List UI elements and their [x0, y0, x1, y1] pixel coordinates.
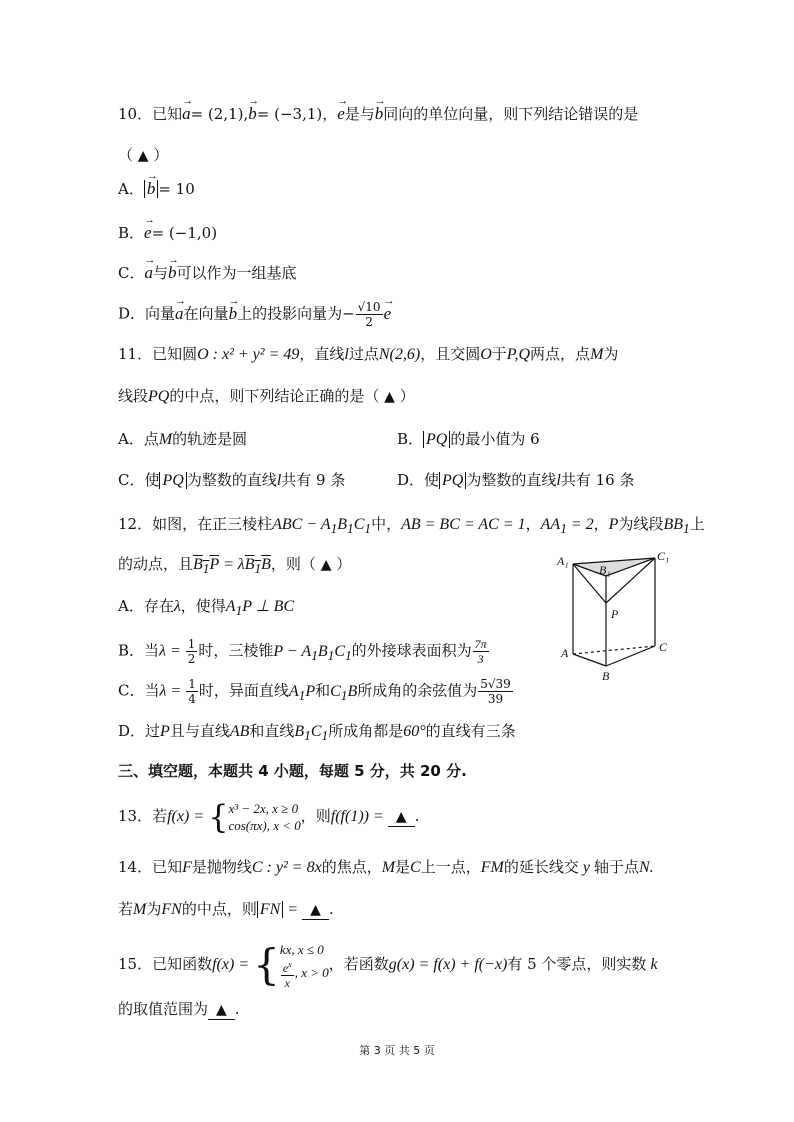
text: A．: [118, 180, 144, 198]
text: 的直线有三条: [425, 722, 516, 740]
denominator: x: [284, 975, 290, 990]
fraction: [281, 958, 294, 990]
text: A．存在: [118, 597, 174, 615]
triangle-mark: ▲: [384, 389, 395, 405]
text: C．使: [118, 471, 160, 489]
text: ，则: [300, 807, 331, 825]
numerator: 1: [188, 677, 196, 691]
vector-a: → a: [175, 303, 184, 325]
text: .: [414, 807, 420, 825]
var: l: [344, 346, 349, 363]
answer-blank[interactable]: [388, 807, 415, 827]
q15-line1: [118, 938, 658, 991]
text: ，使得: [180, 597, 226, 615]
numerator: 5√39: [480, 677, 511, 691]
denominator: 2: [365, 315, 373, 329]
text: 时，异面直线: [198, 681, 289, 700]
brace: {: [208, 798, 229, 836]
q10-option-a: [118, 178, 195, 200]
text: 的最小值为 6: [450, 430, 540, 448]
text: 为: [146, 900, 162, 918]
var: $A_1P$ ⊥ BC: [225, 598, 295, 619]
numerator: $e^x$: [282, 959, 292, 975]
var: F: [182, 859, 192, 876]
fraction: [478, 677, 513, 706]
text: 是: [395, 858, 411, 876]
text: D．过: [118, 722, 161, 740]
q12-option-d: [118, 720, 516, 747]
prism-figure: [555, 548, 685, 683]
text: 的延长线交: [503, 858, 579, 876]
label-p: P: [611, 607, 619, 621]
label-c1: C₁: [657, 549, 670, 563]
abs-value: PQ: [159, 472, 186, 489]
text: 有 5 个零点，则实数: [507, 955, 647, 973]
var: $C_1B$: [330, 682, 358, 703]
text: 的外接球表面积为: [351, 641, 472, 660]
text: 在向量: [183, 304, 229, 323]
fraction: [186, 677, 198, 706]
text: 11．已知圆: [118, 345, 198, 363]
case: cos(πx), x < 0: [228, 818, 301, 833]
text: （: [118, 146, 134, 164]
vector-a: → a: [144, 262, 153, 284]
q10-stem: [118, 103, 638, 125]
text: 过点: [348, 345, 379, 363]
text: 所成角都是: [328, 722, 404, 740]
abs-value: FN: [257, 901, 283, 918]
abs-value: [144, 180, 159, 198]
text: 上: [689, 515, 705, 533]
text: = 10: [158, 180, 195, 198]
var: l: [556, 472, 561, 489]
triangle-mark: ▲: [320, 557, 332, 573]
var: $B_1P$: [193, 556, 219, 577]
var: M: [590, 346, 604, 363]
text: 是与: [344, 105, 375, 123]
var: P,Q: [506, 346, 531, 363]
denominator: 39: [487, 692, 504, 706]
vector-b: → b: [375, 103, 384, 125]
var: O: [480, 346, 492, 363]
text: B．: [118, 224, 145, 242]
vector-e: → e: [337, 103, 345, 125]
label-c: C: [659, 640, 668, 654]
var: ABC − $A_1B_1C_1$: [272, 516, 372, 537]
text: .: [234, 1000, 240, 1018]
text: 15．已知函数: [118, 955, 213, 973]
var: =: [283, 901, 303, 918]
fraction: [473, 637, 489, 666]
text: B．当: [118, 641, 160, 660]
var: M: [133, 901, 147, 918]
text: = (−1,0): [151, 224, 218, 242]
var: $BB_1$: [663, 516, 690, 537]
text: ，: [525, 515, 541, 533]
q12-stem-2: [118, 553, 351, 580]
text: ，若函数: [328, 955, 389, 973]
text: ）: [153, 146, 169, 164]
text: B．: [397, 430, 424, 448]
text: 的中点，则: [181, 900, 257, 918]
text: 为: [603, 345, 619, 363]
q12-option-a: [118, 595, 294, 622]
edge-b-c: [606, 646, 655, 666]
var: M: [158, 431, 173, 448]
label-b: B: [602, 669, 610, 683]
edge-a-b: [573, 654, 606, 666]
text: ）: [399, 387, 415, 405]
text: = (−3,1)，: [256, 105, 338, 123]
text: 13．若: [118, 807, 168, 825]
var: FM: [480, 859, 504, 876]
text: 为整数的直线: [466, 471, 557, 489]
text: 共有 9 条: [281, 471, 346, 489]
text: 中，: [371, 515, 402, 533]
q12-option-c: [118, 677, 514, 707]
var: 60°: [403, 723, 426, 740]
circle-equation: O : x² + y² = 49: [197, 346, 300, 363]
section-heading: 三、填空题，本题共 4 小题，每题 5 分，共 20 分.: [118, 762, 467, 780]
vector-e: → e: [384, 303, 392, 325]
page-footer: 第 3 页 共 5 页: [359, 1044, 435, 1057]
text: 上一点，: [420, 858, 481, 876]
text: C．: [118, 264, 145, 282]
q11-stem: [118, 343, 618, 366]
text: 的取值范围为: [118, 1000, 209, 1018]
text: 的中点，则下列结论正确的是（: [169, 387, 380, 405]
text: 10．已知: [118, 105, 183, 123]
q12-stem: [118, 513, 705, 540]
var: AB = BC = AC = 1: [401, 516, 526, 533]
vector-b: → b: [168, 262, 177, 284]
text: 12．如图，在正三棱柱: [118, 515, 273, 533]
fraction: [356, 300, 383, 329]
text: A．点: [118, 430, 159, 448]
q10-option-c: [118, 262, 297, 284]
numerator: 1: [187, 637, 196, 651]
var: λ =: [159, 682, 186, 700]
vector-a: → a: [182, 103, 191, 125]
point-n: N(2,6): [378, 346, 421, 363]
var: l: [276, 472, 282, 489]
case: x³ − 2x, x ≥ 0: [228, 801, 299, 816]
text: ）: [336, 555, 352, 573]
text: 可以作为一组基底: [176, 264, 297, 282]
var: = λ: [218, 556, 245, 573]
var: g(x) = f(x) + f(−x): [388, 956, 508, 973]
abs-value: PQ: [439, 472, 466, 489]
q10-answer-paren: [118, 144, 168, 167]
text: 和直线: [249, 722, 295, 740]
var: M: [381, 859, 396, 876]
text: 上的投影向量为−: [237, 304, 355, 323]
numerator: 7π: [474, 637, 487, 651]
var: PQ: [148, 388, 170, 405]
var: f(x) =: [212, 956, 254, 973]
text: 时，三棱锥: [198, 641, 274, 660]
numerator: √10: [357, 300, 381, 314]
label-b1: B₁: [599, 563, 611, 577]
vector-b: → b: [248, 103, 257, 125]
fraction: [186, 637, 198, 666]
answer-blank[interactable]: [302, 900, 329, 920]
brace: {: [253, 940, 280, 989]
case: kx, x ≤ 0: [279, 941, 324, 957]
cases: [280, 941, 329, 990]
text: ，: [593, 515, 609, 533]
vector-e: → e: [144, 222, 152, 244]
var: $B_1B$: [244, 556, 271, 577]
triangle-mark: ▲: [310, 902, 321, 918]
text: 所成角的余弦值为: [357, 681, 478, 700]
var: $AA_1 = 2$: [540, 516, 594, 537]
text: 于: [491, 345, 507, 363]
q10-option-d: [118, 300, 391, 329]
text: 若: [118, 900, 134, 918]
q11-option-b: [397, 428, 540, 451]
text: 同向的单位向量，则下列结论错误的是: [383, 105, 639, 123]
q14-line1: [118, 856, 654, 879]
text: 共有 16 条: [560, 471, 635, 489]
text: ，直线: [299, 345, 345, 363]
text: 为整数的直线: [186, 471, 277, 489]
var: P: [608, 516, 619, 533]
label-a1: A₁: [557, 554, 569, 568]
denominator: 3: [477, 652, 484, 666]
text: 轴于点: [593, 858, 639, 876]
q15-line2: [118, 998, 240, 1020]
vector-b: → b: [147, 178, 156, 200]
triangle-mark: ▲: [395, 809, 407, 825]
text: 两点，点: [530, 345, 591, 363]
text: 的焦点，: [321, 858, 382, 876]
var: C : y² = 8x: [251, 859, 322, 876]
var: f(f(1)) =: [330, 808, 388, 825]
var: $B_1C_1$: [294, 723, 329, 744]
text: ，且交圆: [420, 345, 481, 363]
q13: [118, 796, 419, 837]
text: 且与直线: [169, 722, 230, 740]
text: 向量: [145, 304, 176, 323]
text: D．使: [397, 471, 440, 489]
text: 是抛物线: [191, 858, 252, 876]
var: λ =: [159, 642, 185, 660]
edge-a-c-hidden: [573, 646, 655, 654]
var: AB: [229, 723, 250, 740]
case-condition: , x > 0: [294, 964, 329, 980]
q14-line2: [118, 898, 334, 921]
var: FN: [161, 901, 182, 918]
text: 线段: [118, 387, 149, 405]
var: λ: [173, 598, 181, 615]
denominator: 2: [187, 652, 196, 666]
text: 与: [152, 264, 168, 282]
var: P: [160, 723, 170, 740]
text: 14．已知: [118, 858, 183, 876]
q11-stem-2: [118, 385, 415, 408]
text: 的轨迹是圆: [172, 430, 248, 448]
text: ，则（: [270, 555, 316, 573]
var: y: [578, 859, 594, 876]
text: 和: [315, 681, 331, 700]
var: k: [646, 956, 658, 973]
q11-option-c: [118, 469, 345, 492]
vector-b: → b: [229, 303, 238, 325]
text: 为线段: [618, 515, 664, 533]
var: N.: [638, 859, 654, 876]
cases: [228, 800, 300, 834]
case: [280, 958, 329, 990]
var: C: [410, 859, 421, 876]
var: f(x) =: [167, 808, 209, 825]
answer-blank[interactable]: [208, 1000, 235, 1020]
var: $P - A_1B_1C_1$: [273, 642, 352, 663]
var: $A_1P$: [288, 682, 316, 703]
q11-option-a: [118, 428, 247, 451]
label-a: A: [561, 646, 569, 660]
text: 的动点，且: [118, 555, 194, 573]
triangle-mark: ▲: [216, 1002, 227, 1018]
q11-option-d: [397, 469, 634, 492]
text: = (2,1),: [190, 105, 249, 123]
abs-value: PQ: [423, 431, 450, 448]
text: .: [328, 900, 334, 918]
q12-option-b: [118, 637, 490, 667]
text: C．当: [118, 681, 160, 700]
triangle-mark: ▲: [137, 148, 149, 164]
text: D．: [118, 304, 146, 323]
q10-option-b: [118, 222, 217, 244]
denominator: 4: [188, 692, 196, 706]
